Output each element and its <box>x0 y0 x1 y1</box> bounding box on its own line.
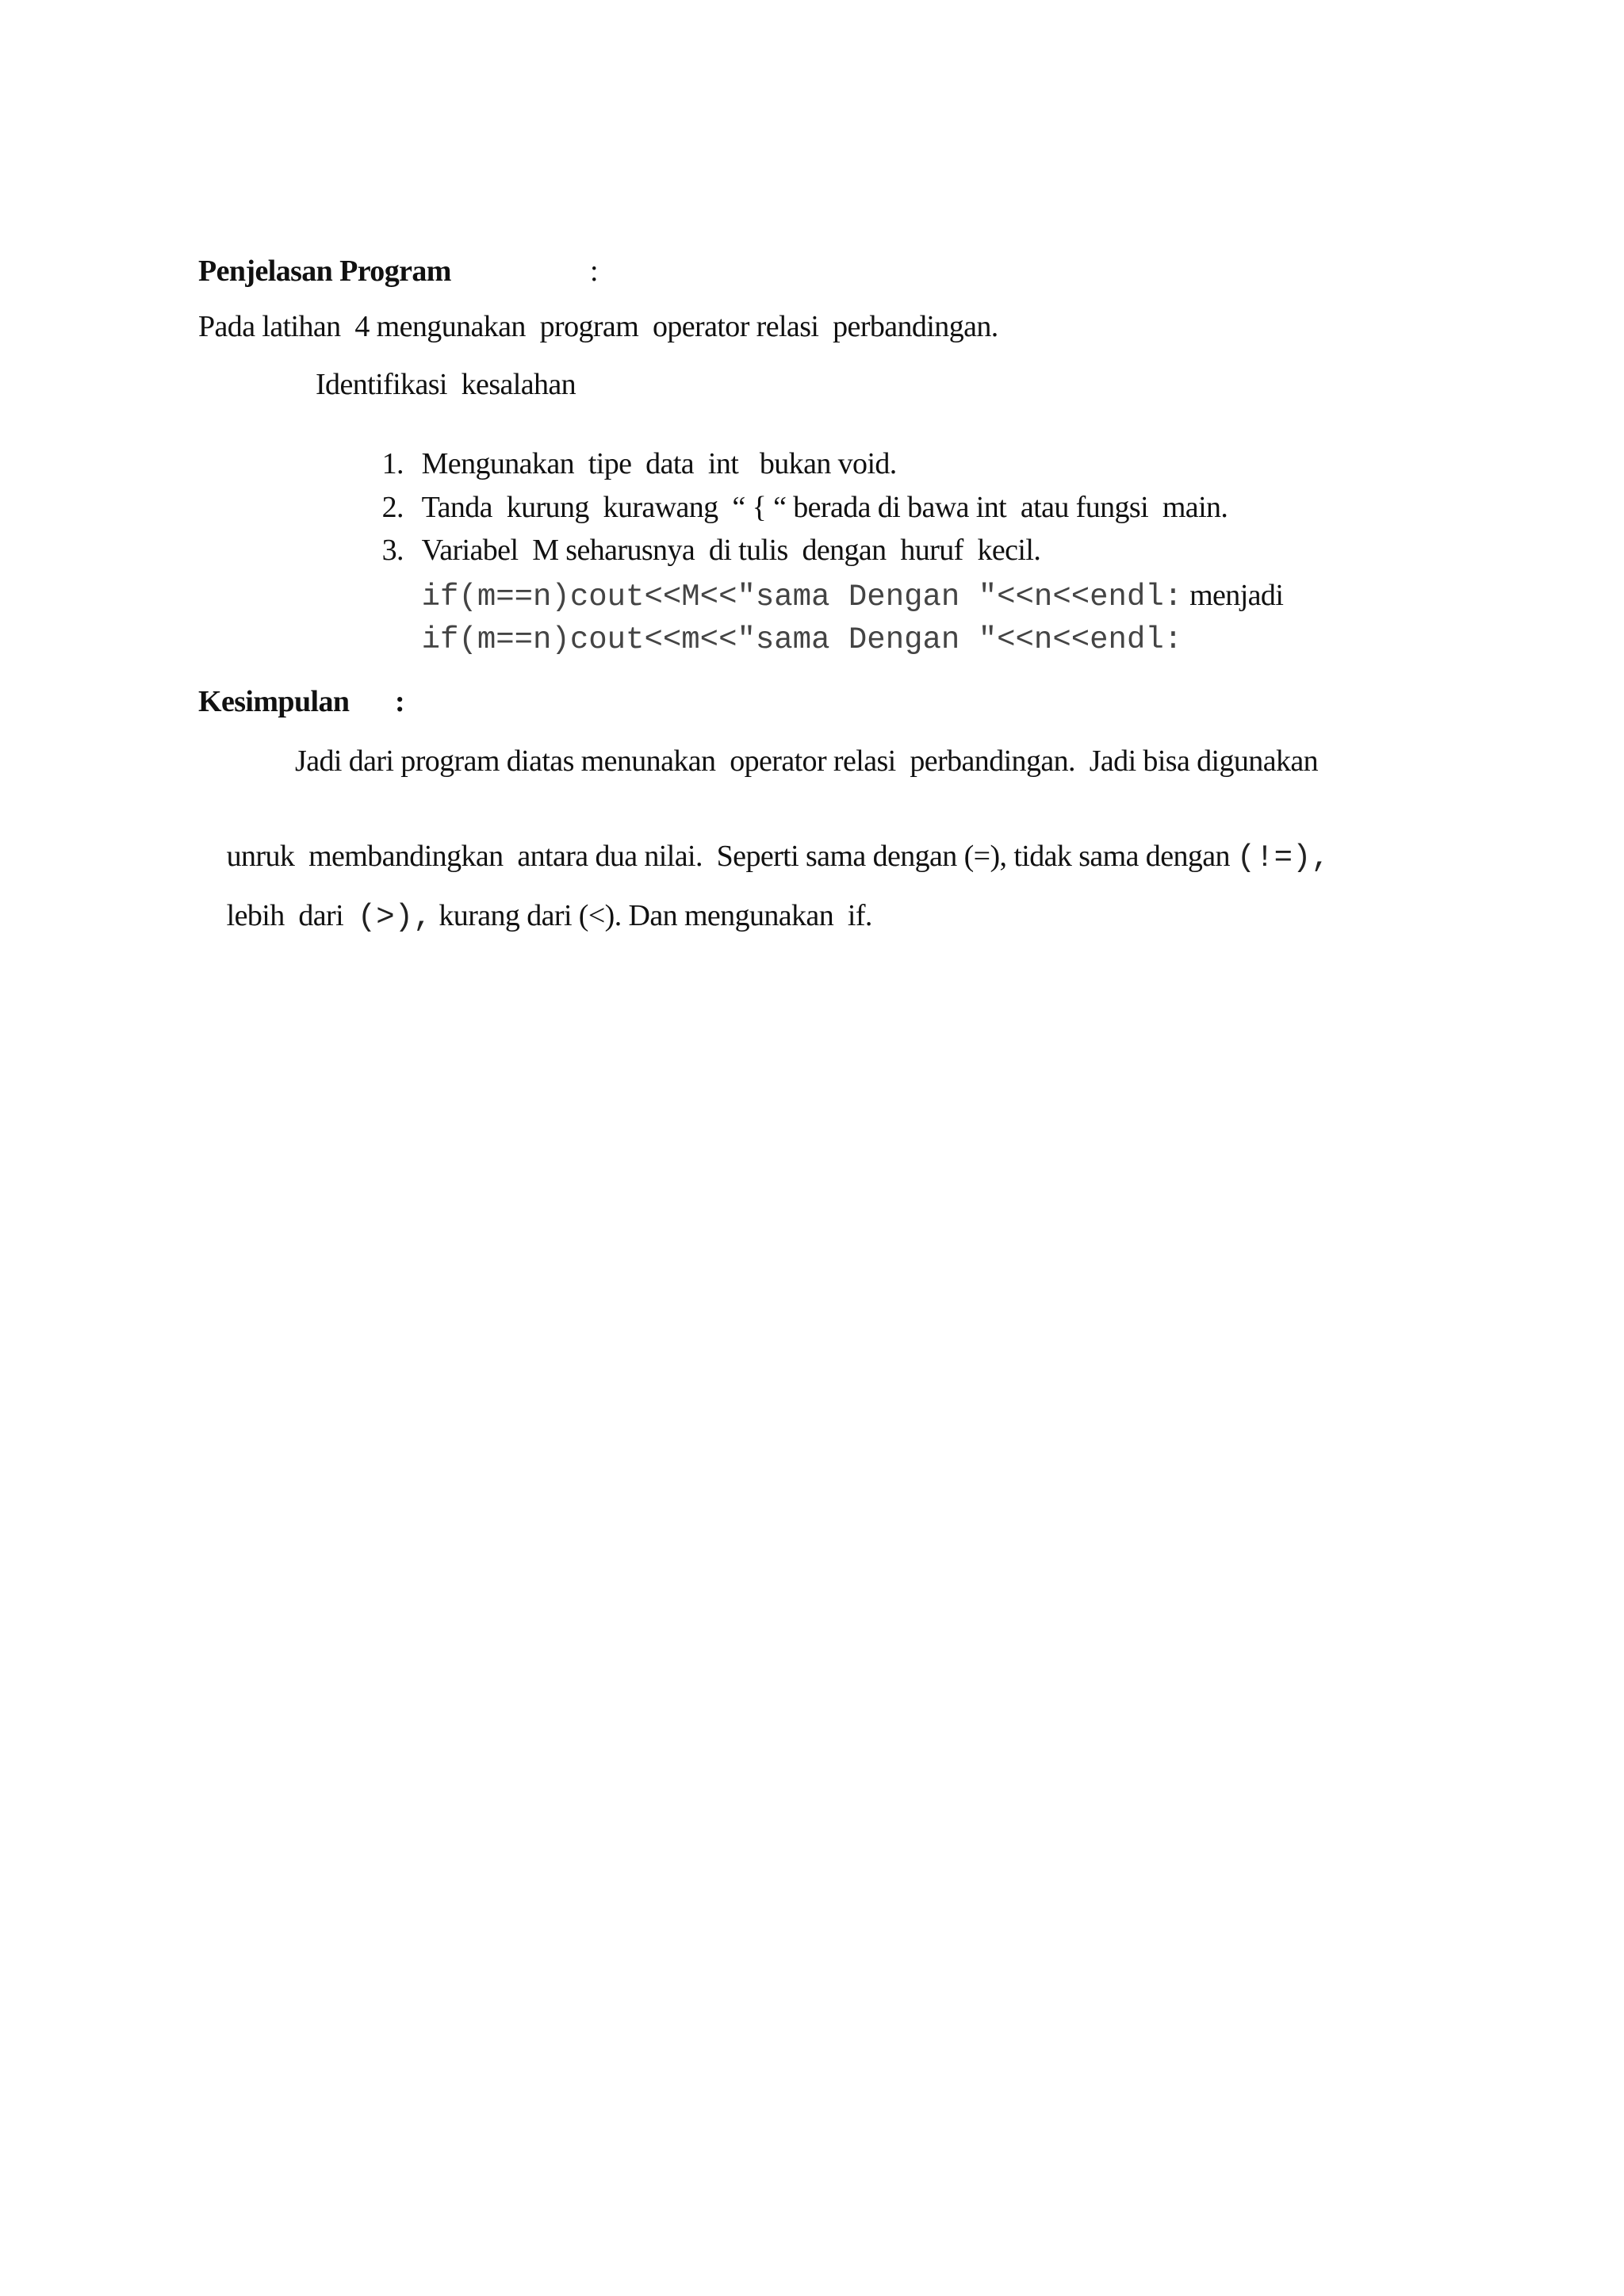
conclusion-line-3-text-a: lebih dari <box>226 898 358 932</box>
code-before: if(m==n)cout<<M<<"sama Dengan "<<n<<endl: <box>421 579 1183 614</box>
intro-paragraph: Pada latihan 4 mengunakan program operator relasi perbandingan. <box>198 310 998 343</box>
code-not-equal: (!=), <box>1236 840 1330 875</box>
code-line-after <box>393 584 1182 695</box>
list-item-number: 3. <box>381 533 404 567</box>
conclusion-line-2-text: unruk membandingkan antara dua nilai. Seperti sama dengan (=), tidak sama dengan <box>226 839 1237 873</box>
code-after: if(m==n)cout<<m<<"sama Dengan "<<n<<endl: <box>421 622 1183 657</box>
conclusion-line-3 <box>198 862 872 972</box>
conclusion-line-1: Jadi dari program diatas menunakan operator relasi perbandingan. Jadi bisa digunakan <box>295 744 1319 778</box>
list-item-number: 2. <box>381 490 404 524</box>
kesimpulan-colon: : <box>395 685 405 718</box>
list-item-number: 1. <box>381 446 404 480</box>
list-item-text: Variabel M seharusnya di tulis dengan huruf kecil. <box>421 533 1041 567</box>
heading-colon: : <box>590 254 598 288</box>
code-suffix-menjadi: menjadi <box>1189 578 1284 612</box>
code-greater-than: (>), <box>357 899 432 935</box>
list-item-text: Mengunakan tipe data int bukan void. <box>421 446 897 480</box>
subheading-identifikasi: Identifikasi kesalahan <box>316 368 576 401</box>
section-heading-kesimpulan: Kesimpulan <box>198 685 350 718</box>
conclusion-line-3-text-b: kurang dari (<). Dan mengunakan if. <box>431 898 872 932</box>
list-item-text: Tanda kurung kurawang “ { “ berada di bawa int atau fungsi main. <box>421 490 1228 524</box>
section-heading-penjelasan: Penjelasan Program <box>198 254 451 288</box>
